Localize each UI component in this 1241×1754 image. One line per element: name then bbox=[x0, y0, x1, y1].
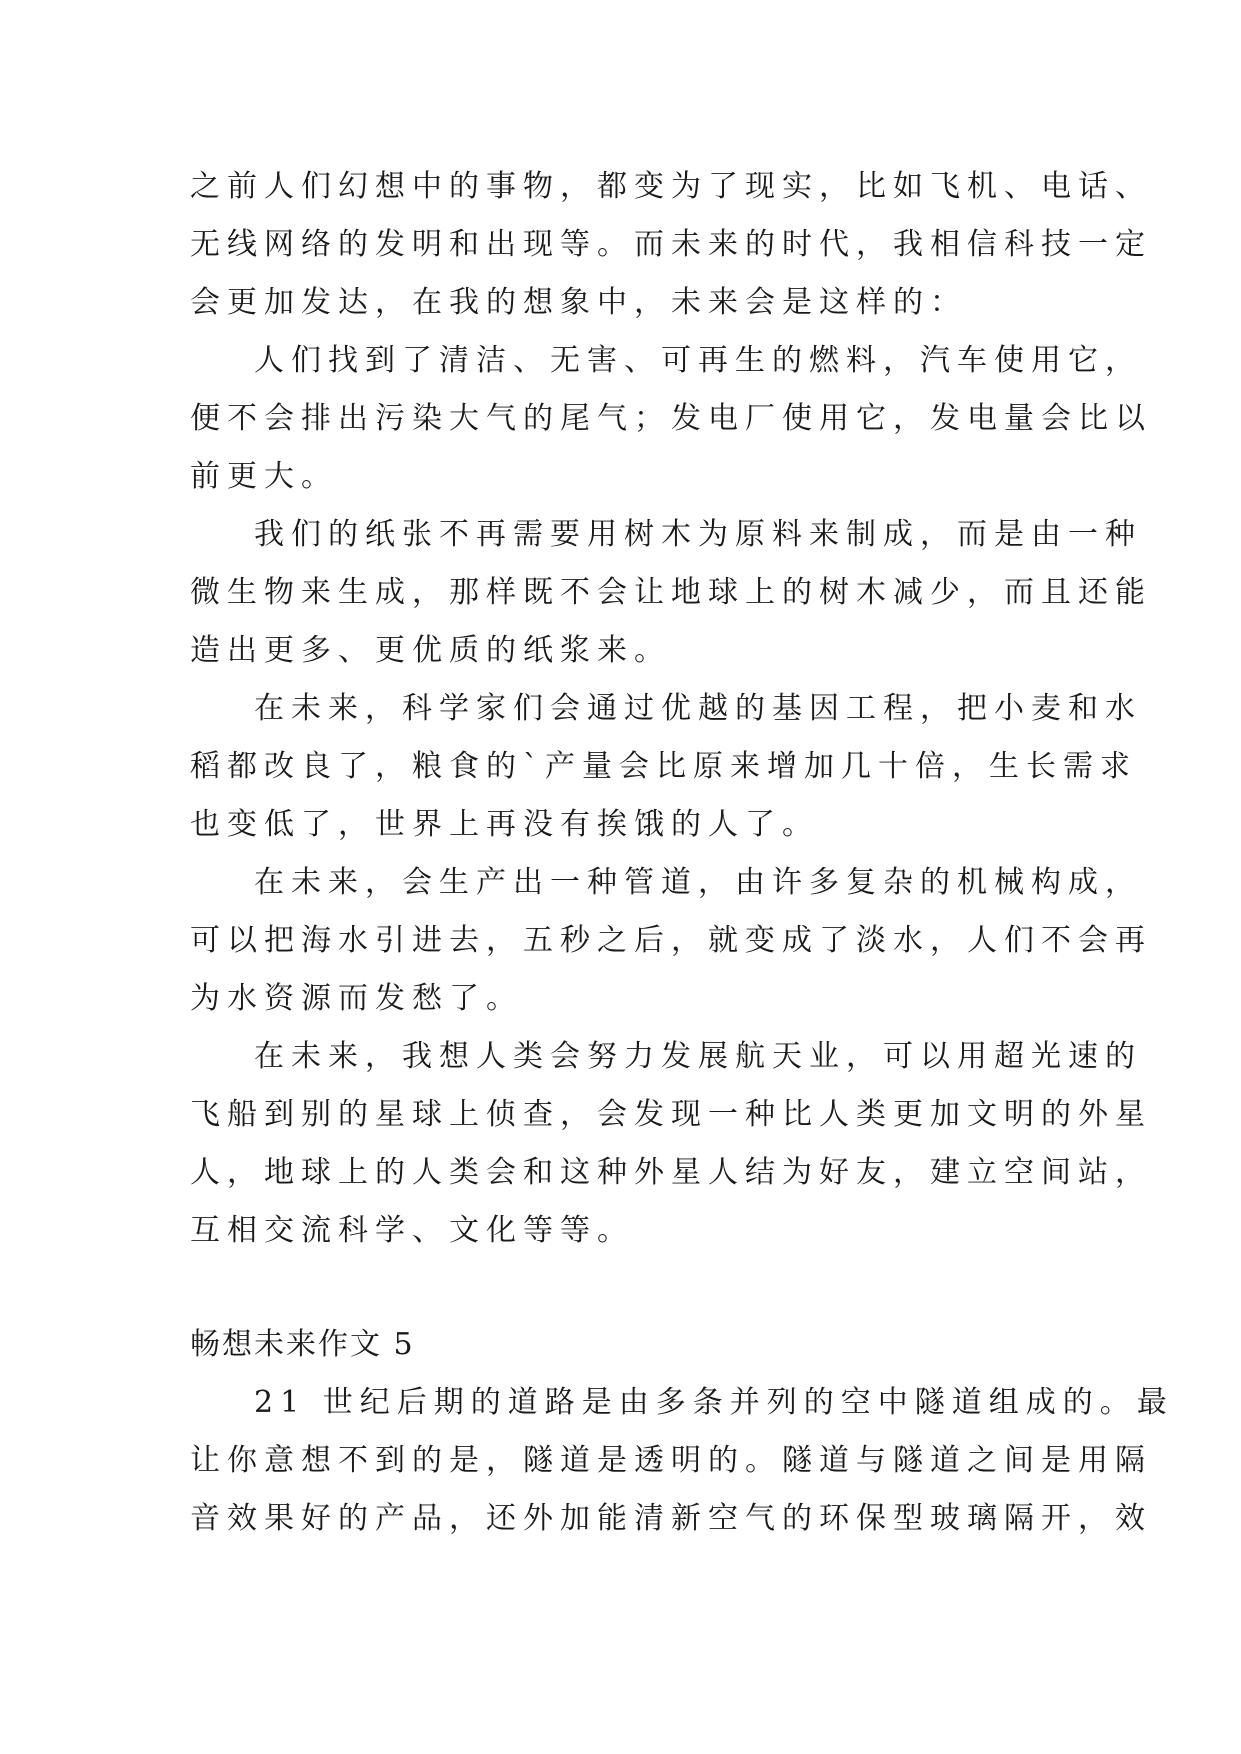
paragraph-6 bbox=[190, 1028, 1152, 1260]
document-page bbox=[190, 158, 1174, 1548]
text-line: 会更加发达，在我的想象中，未来会是这样的： bbox=[190, 285, 967, 320]
paragraph-2 bbox=[190, 332, 1152, 506]
text-line: 我们的纸张不再需要用树木为原料来制成，而是由一种 bbox=[254, 517, 1142, 552]
text-line: 21 世纪后期的道路是由多条并列的空中隧道组成的。最 bbox=[254, 1385, 1174, 1420]
text-line: 为水资源而发愁了。 bbox=[190, 981, 523, 1016]
text-line: 无线网络的发明和出现等。而未来的时代，我相信科技一定 bbox=[190, 227, 1152, 262]
section-title: 畅想未来作文 5 bbox=[190, 1327, 415, 1362]
section-gap bbox=[190, 1260, 1070, 1316]
section-paragraph bbox=[190, 1374, 1174, 1548]
text-line: 之前人们幻想中的事物，都变为了现实，比如飞机、电话、 bbox=[190, 169, 1152, 204]
paragraph-4 bbox=[190, 680, 1142, 854]
text-line: 在未来，我想人类会努力发展航天业，可以用超光速的 bbox=[254, 1039, 1142, 1074]
text-line: 可以把海水引进去，五秒之后，就变成了淡水，人们不会再 bbox=[190, 923, 1152, 958]
paragraph-3 bbox=[190, 506, 1152, 680]
text-line: 在未来，科学家们会通过优越的基因工程，把小麦和水 bbox=[254, 691, 1142, 726]
text-line: 在未来，会生产出一种管道，由许多复杂的机械构成， bbox=[254, 865, 1142, 900]
text-line: 人们找到了清洁、无害、可再生的燃料，汽车使用它， bbox=[254, 343, 1142, 378]
text-line: 微生物来生成，那样既不会让地球上的树木减少，而且还能 bbox=[190, 575, 1152, 610]
text-line: 人，地球上的人类会和这种外星人结为好友，建立空间站， bbox=[190, 1155, 1152, 1190]
paragraph-1 bbox=[190, 158, 1152, 332]
text-line: 让你意想不到的是，隧道是透明的。隧道与隧道之间是用隔 bbox=[190, 1443, 1152, 1478]
text-line: 也变低了，世界上再没有挨饿的人了。 bbox=[190, 807, 819, 842]
text-line: 造出更多、更优质的纸浆来。 bbox=[190, 633, 671, 668]
text-line: 互相交流科学、文化等等。 bbox=[190, 1213, 634, 1248]
paragraph-5 bbox=[190, 854, 1152, 1028]
text-line: 稻都改良了，粮食的`产量会比原来增加几十倍，生长需求 bbox=[190, 749, 1137, 784]
text-line: 飞船到别的星球上侦查，会发现一种比人类更加文明的外星 bbox=[190, 1097, 1152, 1132]
text-line: 便不会排出污染大气的尾气；发电厂使用它，发电量会比以 bbox=[190, 401, 1152, 436]
text-line: 前更大。 bbox=[190, 459, 338, 494]
text-line: 音效果好的产品，还外加能清新空气的环保型玻璃隔开，效 bbox=[190, 1501, 1152, 1536]
